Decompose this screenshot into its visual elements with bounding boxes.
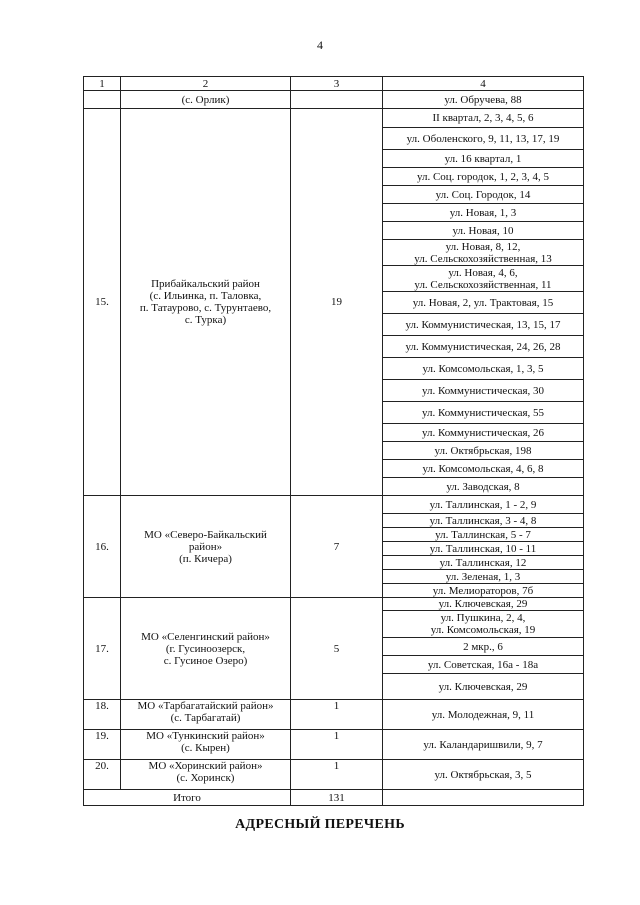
district-cell: МО «Тункинский район» (с. Кырен) <box>121 730 291 760</box>
header-col-3: 3 <box>291 77 383 91</box>
row-number: 17. <box>84 598 121 700</box>
address-cell: ул. Коммунистическая, 24, 26, 28 <box>383 336 584 358</box>
total-row <box>84 790 584 806</box>
header-col-4: 4 <box>383 77 584 91</box>
header-col-1: 1 <box>84 77 121 91</box>
district-cell: МО «Тарбагатайский район» (с. Тарбагатай) <box>121 700 291 730</box>
address-cell: ул. Новая, 2, ул. Трактовая, 15 <box>383 292 584 314</box>
address-cell: ул. Таллинская, 5 - 7 <box>383 528 584 542</box>
address-cell: ул. Коммунистическая, 26 <box>383 424 584 442</box>
address-cell: ул. Таллинская, 1 - 2, 9 <box>383 496 584 514</box>
total-value: 131 <box>291 790 383 806</box>
table-row <box>84 109 584 128</box>
count-cell: 19 <box>291 109 383 496</box>
address-cell: ул. Коммунистическая, 30 <box>383 380 584 402</box>
address-cell: ул. Соц. городок, 1, 2, 3, 4, 5 <box>383 168 584 186</box>
address-cell: ул. Советская, 16а - 18а <box>383 656 584 674</box>
address-cell: II квартал, 2, 3, 4, 5, 6 <box>383 109 584 128</box>
district-cell: МО «Селенгинский район» (г. Гусиноозерск, с. Гусиное Озеро) <box>121 598 291 700</box>
district-cell: Прибайкальский район (с. Ильинка, п. Таловка, п. Татаурово, с. Турунтаево, с. Турка) <box>121 109 291 496</box>
address-cell: ул. Коммунистическая, 55 <box>383 402 584 424</box>
address-cell: ул. Ключевская, 29 <box>383 598 584 611</box>
address-cell: ул. Комсомольская, 1, 3, 5 <box>383 358 584 380</box>
count-cell: 1 <box>291 700 383 730</box>
address-cell: ул. Заводская, 8 <box>383 478 584 496</box>
address-cell: ул. Новая, 10 <box>383 222 584 240</box>
address-cell: ул. Каландаришвили, 9, 7 <box>383 730 584 760</box>
address-cell: ул. Октябрьская, 3, 5 <box>383 760 584 790</box>
continuation-district: (с. Орлик) <box>121 91 291 109</box>
address-cell: ул. Коммунистическая, 13, 15, 17 <box>383 314 584 336</box>
address-cell: ул. Октябрьская, 198 <box>383 442 584 460</box>
table-row <box>84 598 584 611</box>
address-cell: ул. Ключевская, 29 <box>383 674 584 700</box>
row-number: 20. <box>84 760 121 790</box>
page-number: 4 <box>317 38 323 52</box>
address-cell: ул. Таллинская, 10 - 11 <box>383 542 584 556</box>
address-cell: ул. 16 квартал, 1 <box>383 150 584 168</box>
table-row <box>84 700 584 730</box>
table-row <box>84 730 584 760</box>
address-cell: ул. Мелиораторов, 7б <box>383 584 584 598</box>
address-cell: 2 мкр., 6 <box>383 638 584 656</box>
address-cell: ул. Пушкина, 2, 4, ул. Комсомольская, 19 <box>383 611 584 638</box>
address-cell: ул. Таллинская, 3 - 4, 8 <box>383 514 584 528</box>
count-cell: 5 <box>291 598 383 700</box>
address-cell: ул. Комсомольская, 4, 6, 8 <box>383 460 584 478</box>
header-col-2: 2 <box>121 77 291 91</box>
district-cell: МО «Северо-Байкальский район» (п. Кичера) <box>121 496 291 598</box>
address-cell: ул. Зеленая, 1, 3 <box>383 570 584 584</box>
address-cell: ул. Оболенского, 9, 11, 13, 17, 19 <box>383 128 584 150</box>
continuation-address: ул. Обручева, 88 <box>383 91 584 109</box>
district-cell: МО «Хоринский район» (с. Хоринск) <box>121 760 291 790</box>
continuation-num <box>84 91 121 109</box>
total-empty <box>383 790 584 806</box>
address-cell: ул. Новая, 8, 12, ул. Сельскохозяйственная, 13 <box>383 240 584 266</box>
address-cell: ул. Новая, 4, 6, ул. Сельскохозяйственная, 11 <box>383 266 584 292</box>
count-cell: 1 <box>291 760 383 790</box>
continuation-count <box>291 91 383 109</box>
header-row <box>84 77 584 91</box>
address-cell: ул. Молодежная, 9, 11 <box>383 700 584 730</box>
table-body <box>84 77 584 806</box>
address-table <box>83 76 584 806</box>
continuation-row <box>84 91 584 109</box>
count-cell: 1 <box>291 730 383 760</box>
row-number: 19. <box>84 730 121 760</box>
row-number: 16. <box>84 496 121 598</box>
address-cell: ул. Таллинская, 12 <box>383 556 584 570</box>
table-row <box>84 496 584 514</box>
row-number: 18. <box>84 700 121 730</box>
address-cell: ул. Новая, 1, 3 <box>383 204 584 222</box>
row-number: 15. <box>84 109 121 496</box>
table-row <box>84 760 584 790</box>
count-cell: 7 <box>291 496 383 598</box>
address-cell: ул. Соц. Городок, 14 <box>383 186 584 204</box>
section-heading: АДРЕСНЫЙ ПЕРЕЧЕНЬ <box>235 817 405 832</box>
total-label: Итого <box>84 790 291 806</box>
